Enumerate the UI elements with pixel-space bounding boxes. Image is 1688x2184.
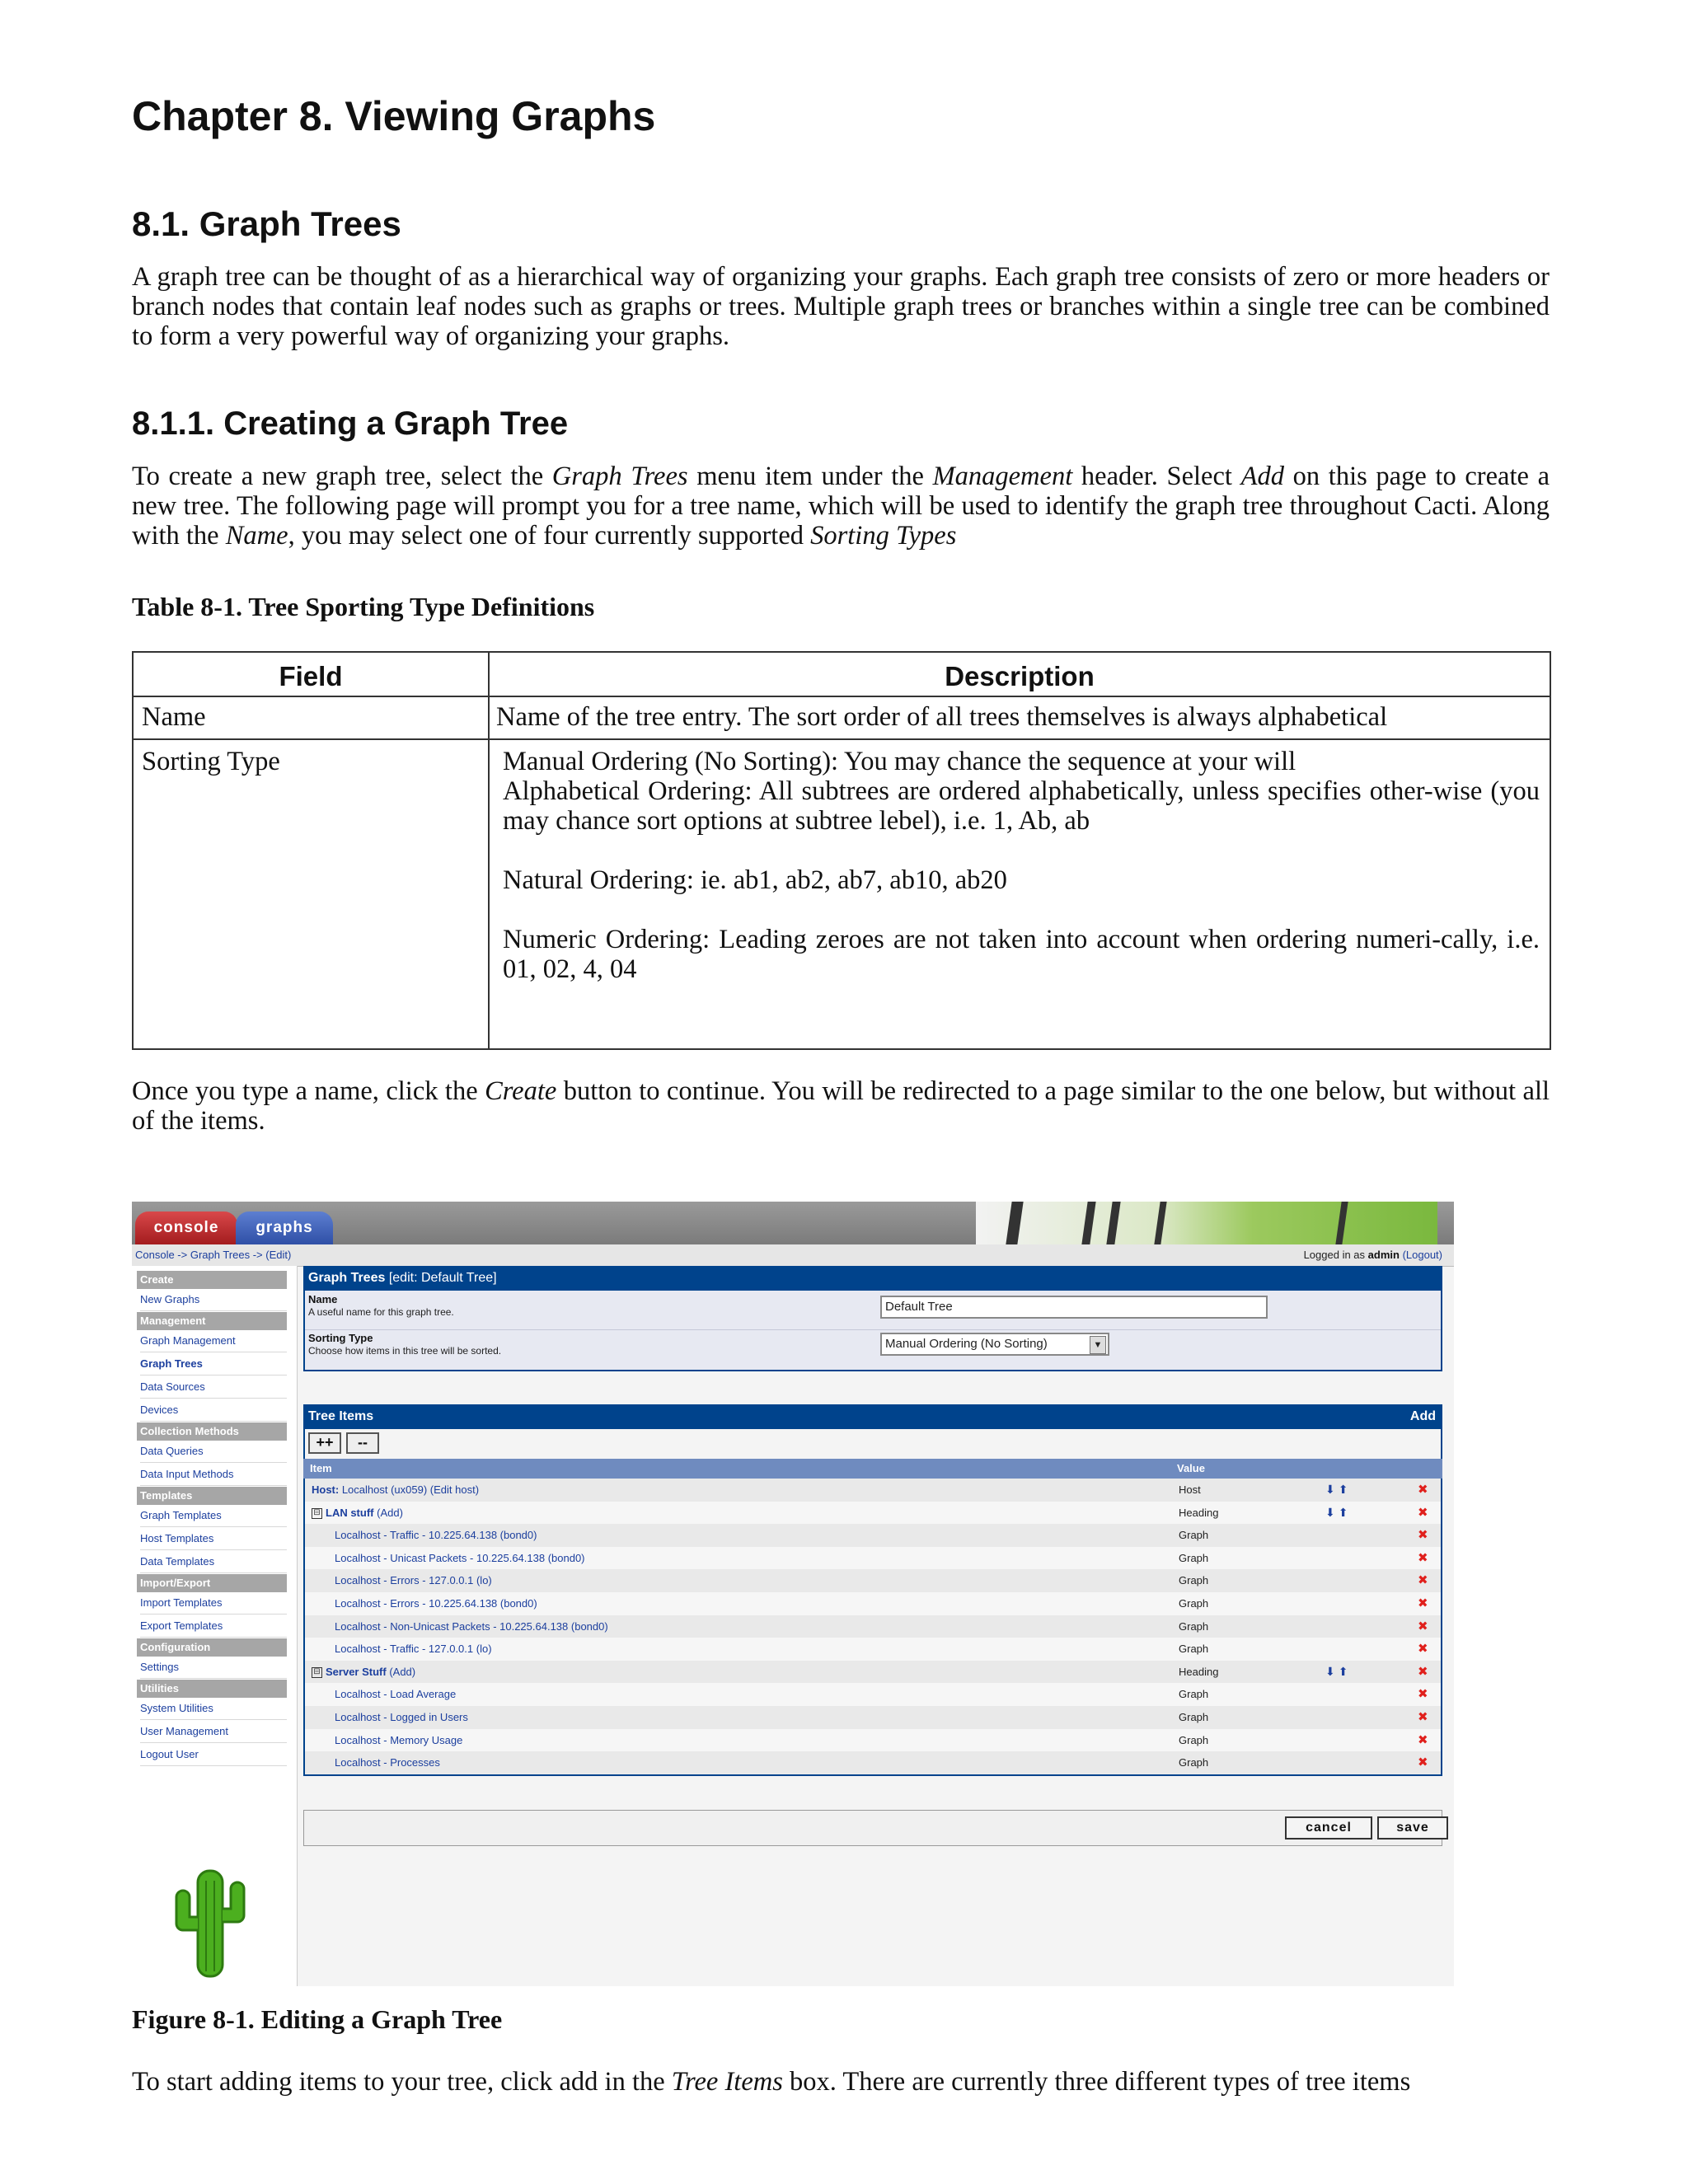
form-button-bar bbox=[303, 1810, 1442, 1846]
console-sidebar bbox=[132, 1266, 298, 1986]
table-cell-field: Sorting Type bbox=[142, 747, 280, 776]
expand-all-button[interactable]: ++ bbox=[308, 1432, 341, 1454]
chapter-title: Chapter 8. Viewing Graphs bbox=[132, 93, 656, 139]
add-tree-item-link[interactable]: Add bbox=[1409, 1409, 1436, 1423]
delete-icon[interactable]: ✖ bbox=[1418, 1664, 1428, 1679]
section-title: 8.1. Graph Trees bbox=[132, 204, 401, 243]
move-arrows-icon[interactable]: ⬇⬆ bbox=[1325, 1483, 1352, 1496]
tree-row-graph[interactable]: Localhost - Non-Unicast Packets - 10.225.64.138 (bond0) Graph ✖ bbox=[305, 1615, 1441, 1638]
tree-items-list bbox=[303, 1479, 1442, 1776]
create-button-paragraph: Once you type a name, click the Create button to continue. You will be redirected to a page similar to the one below, but without all of the items. bbox=[132, 1076, 1550, 1136]
name-field-label: Name bbox=[308, 1293, 338, 1305]
collapse-box-icon[interactable]: ⊟ bbox=[312, 1667, 322, 1678]
name-field-description: A useful name for this graph tree. bbox=[308, 1306, 454, 1318]
tree-items-panel-header: Tree Items Add bbox=[303, 1404, 1442, 1429]
sidebar-item-graph-management[interactable]: Graph Management bbox=[140, 1330, 287, 1352]
tree-row-graph[interactable]: Localhost - Load Average Graph ✖ bbox=[305, 1683, 1441, 1706]
delete-icon[interactable]: ✖ bbox=[1418, 1550, 1428, 1565]
sidebar-item-host-templates[interactable]: Host Templates bbox=[140, 1528, 287, 1550]
graph-trees-panel-header: Graph Trees [edit: Default Tree] bbox=[303, 1266, 1442, 1291]
sidebar-header-configuration: Configuration bbox=[137, 1638, 287, 1657]
table-header-description: Description bbox=[945, 661, 1095, 691]
chevron-down-icon: ▼ bbox=[1090, 1336, 1106, 1354]
cancel-button[interactable]: cancel bbox=[1285, 1816, 1372, 1840]
sidebar-header-utilities: Utilities bbox=[137, 1680, 287, 1698]
sidebar-header-import-export: Import/Export bbox=[137, 1574, 287, 1592]
collapse-box-icon[interactable]: ⊟ bbox=[312, 1508, 322, 1519]
table-header-field: Field bbox=[279, 661, 343, 691]
figure-caption: Figure 8-1. Editing a Graph Tree bbox=[132, 2004, 503, 2034]
sorting-type-table bbox=[132, 651, 1551, 1050]
subsection-title: 8.1.1. Creating a Graph Tree bbox=[132, 405, 569, 442]
table-caption: Table 8-1. Tree Sporting Type Definitions bbox=[132, 592, 595, 621]
tree-row-graph[interactable]: Localhost - Traffic - 10.225.64.138 (bond0) Graph ✖ bbox=[305, 1524, 1441, 1547]
tab-graphs[interactable]: graphs bbox=[236, 1212, 333, 1244]
column-item: Item bbox=[310, 1462, 332, 1474]
cacti-edit-tree-screenshot bbox=[132, 1202, 1454, 1986]
tree-name-input[interactable]: Default Tree bbox=[880, 1296, 1268, 1319]
sidebar-item-logout-user[interactable]: Logout User bbox=[140, 1744, 287, 1766]
tree-items-paragraph: To start adding items to your tree, click add in the Tree Items box. There are currently three different types of tree items bbox=[132, 2067, 1411, 2097]
table-cell-description-manual: Manual Ordering (No Sorting): You may chance the sequence at your will bbox=[503, 747, 1296, 776]
move-arrows-icon[interactable]: ⬇⬆ bbox=[1325, 1505, 1352, 1519]
table-cell-description-numeric: Numeric Ordering: Leading zeroes are not taken into account when ordering numeri-cally, i.e. 01, 02, 4, 04 bbox=[503, 925, 1540, 984]
tree-row-graph[interactable]: Localhost - Memory Usage Graph ✖ bbox=[305, 1729, 1441, 1752]
column-value: Value bbox=[1177, 1462, 1205, 1474]
create-tree-paragraph: To create a new graph tree, select the Graph Trees menu item under the Management header. Select Add on this page to create a new tree. The following page will prompt you for a tree name, which will be used to identify the graph tree throughout Cacti. Along with the Name, you may select one of four currently supported Sorting Types bbox=[132, 462, 1550, 551]
delete-icon[interactable]: ✖ bbox=[1418, 1755, 1428, 1770]
sidebar-item-graph-templates[interactable]: Graph Templates bbox=[140, 1505, 287, 1527]
sorting-type-label: Sorting Type bbox=[308, 1332, 373, 1344]
sidebar-item-import-templates[interactable]: Import Templates bbox=[140, 1592, 287, 1615]
delete-icon[interactable]: ✖ bbox=[1418, 1505, 1428, 1520]
breadcrumb-bar bbox=[132, 1244, 1454, 1267]
delete-icon[interactable]: ✖ bbox=[1418, 1687, 1428, 1702]
cactus-banner-image bbox=[976, 1202, 1437, 1244]
sidebar-header-collection-methods: Collection Methods bbox=[137, 1422, 287, 1441]
sidebar-item-new-graphs[interactable]: New Graphs bbox=[140, 1289, 287, 1311]
sidebar-item-export-templates[interactable]: Export Templates bbox=[140, 1615, 287, 1638]
sidebar-item-data-sources[interactable]: Data Sources bbox=[140, 1376, 287, 1399]
table-cell-description-alphabetical: Alphabetical Ordering: All subtrees are ordered alphabetically, unless specifies other-wise (you may chance sort options at subtree lebel), i.e. 1, Ab, ab bbox=[503, 776, 1540, 836]
tree-row-graph[interactable]: Localhost - Logged in Users Graph ✖ bbox=[305, 1706, 1441, 1729]
delete-icon[interactable]: ✖ bbox=[1418, 1642, 1428, 1657]
table-cell-field: Name bbox=[142, 702, 206, 732]
tree-row-graph[interactable]: Localhost - Processes Graph ✖ bbox=[305, 1751, 1441, 1774]
sidebar-item-data-templates[interactable]: Data Templates bbox=[140, 1551, 287, 1573]
section-intro-paragraph: A graph tree can be thought of as a hierarchical way of organizing your graphs. Each graph tree consists of zero or more headers or branch nodes that contain leaf nodes such as graphs or trees. Multiple graph trees or branches within a single tree can be combined to form a very powerful way of organizing your graphs. bbox=[132, 262, 1550, 351]
tab-console[interactable]: console bbox=[135, 1212, 237, 1244]
top-navigation-bar bbox=[132, 1202, 1454, 1244]
tree-row-graph[interactable]: Localhost - Unicast Packets - 10.225.64.138 (bond0) Graph ✖ bbox=[305, 1547, 1441, 1570]
logout-link[interactable]: (Logout) bbox=[1402, 1249, 1442, 1261]
sidebar-header-management: Management bbox=[137, 1312, 287, 1330]
tree-row-host[interactable]: Host: Localhost (ux059) (Edit host) Host ⬇⬆ ✖ bbox=[305, 1479, 1441, 1502]
sidebar-item-system-utilities[interactable]: System Utilities bbox=[140, 1698, 287, 1720]
tree-items-table-header bbox=[303, 1459, 1442, 1479]
sorting-type-description: Choose how items in this tree will be sorted. bbox=[308, 1345, 502, 1357]
delete-icon[interactable]: ✖ bbox=[1418, 1619, 1428, 1633]
tree-row-heading[interactable]: ⊟ LAN stuff (Add) Heading ⬇⬆ ✖ bbox=[305, 1502, 1441, 1525]
cactus-logo-icon bbox=[165, 1864, 256, 1980]
delete-icon[interactable]: ✖ bbox=[1418, 1709, 1428, 1724]
save-button[interactable]: save bbox=[1377, 1816, 1448, 1840]
delete-icon[interactable]: ✖ bbox=[1418, 1483, 1428, 1497]
graph-trees-edit-form bbox=[303, 1291, 1442, 1371]
sidebar-item-data-queries[interactable]: Data Queries bbox=[140, 1441, 287, 1463]
sidebar-item-devices[interactable]: Devices bbox=[140, 1399, 287, 1422]
breadcrumb[interactable]: Console -> Graph Trees -> (Edit) bbox=[135, 1249, 292, 1261]
tree-row-graph[interactable]: Localhost - Errors - 10.225.64.138 (bond0) Graph ✖ bbox=[305, 1592, 1441, 1615]
sidebar-item-user-management[interactable]: User Management bbox=[140, 1721, 287, 1743]
tree-row-graph[interactable]: Localhost - Traffic - 127.0.0.1 (lo) Graph ✖ bbox=[305, 1638, 1441, 1661]
sidebar-item-graph-trees[interactable]: Graph Trees bbox=[140, 1353, 287, 1376]
sidebar-header-templates: Templates bbox=[137, 1487, 287, 1505]
login-status: Logged in as admin (Logout) bbox=[1303, 1249, 1442, 1261]
sidebar-item-data-input-methods[interactable]: Data Input Methods bbox=[140, 1464, 287, 1486]
move-arrows-icon[interactable]: ⬇⬆ bbox=[1325, 1664, 1352, 1678]
delete-icon[interactable]: ✖ bbox=[1418, 1573, 1428, 1588]
collapse-all-button[interactable]: -- bbox=[346, 1432, 379, 1454]
delete-icon[interactable]: ✖ bbox=[1418, 1596, 1428, 1610]
expand-collapse-bar bbox=[303, 1429, 1442, 1459]
delete-icon[interactable]: ✖ bbox=[1418, 1528, 1428, 1543]
tree-row-graph[interactable]: Localhost - Errors - 127.0.0.1 (lo) Graph ✖ bbox=[305, 1569, 1441, 1592]
sidebar-header-create: Create bbox=[137, 1271, 287, 1289]
delete-icon[interactable]: ✖ bbox=[1418, 1732, 1428, 1747]
table-cell-description-natural: Natural Ordering: ie. ab1, ab2, ab7, ab10, ab20 bbox=[503, 865, 1007, 895]
tree-row-heading[interactable]: ⊟ Server Stuff (Add) Heading ⬇⬆ ✖ bbox=[305, 1661, 1441, 1684]
sorting-type-select[interactable]: Manual Ordering (No Sorting) ▼ bbox=[880, 1333, 1109, 1356]
table-cell-description: Name of the tree entry. The sort order of all trees themselves is always alphabetical bbox=[496, 702, 1388, 732]
sidebar-item-settings[interactable]: Settings bbox=[140, 1657, 287, 1679]
